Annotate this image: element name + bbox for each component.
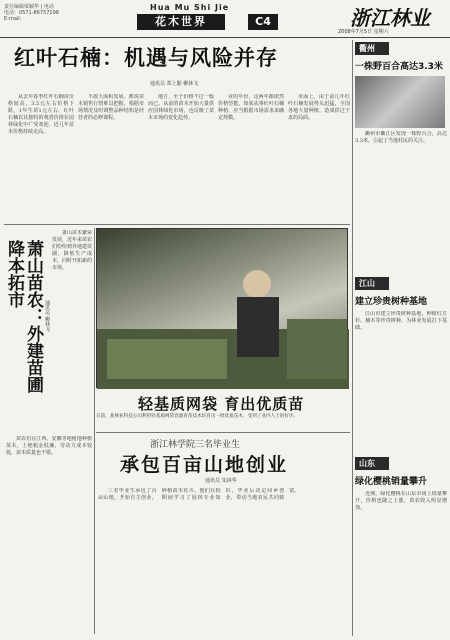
brief-title: 建立珍贵树种基地 (355, 297, 428, 307)
section-title: 花木世界 (137, 14, 225, 30)
region-label: 衢州 (355, 42, 389, 55)
story2-byline: 通讯员 朱林华 (205, 478, 237, 484)
article-text: 江山市建立珍贵树种基地，种植红豆杉、楠木等珍贵树种，为林业发展打下基础。 (355, 311, 447, 331)
right-column (355, 42, 447, 634)
region-label: 山东 (355, 457, 389, 470)
section-pinyin: Hua Mu Shi Jie (150, 3, 230, 12)
article-column (8, 94, 74, 222)
contact-line: E-mail: (4, 16, 22, 22)
photo-headline: 轻基质网袋 育出优质苗 (138, 395, 305, 413)
photo-caption: 日前，某林业科技公司利用轻基质网袋容器育苗技术培育出一批优质苗木，受到了业内人士的好评。 (96, 414, 299, 419)
article-text: 业的年份，这两年都依然价格坚挺。如果从事红叶石楠种植，应当根据市场需求来确定规模。 (218, 94, 284, 121)
page-number: C4 (248, 14, 278, 30)
article-text: 衢州市衢江区发现一株野百合，高达3.3米，引起了当地村民的关注。 (355, 131, 447, 144)
left-story-text (52, 230, 92, 430)
article-text: 苗农们在江西、安徽等地租地种植苗木，土地租金低廉，劳动力成本较低，苗木质量也不错。 (6, 436, 92, 456)
article-text: 三名毕业生承包了百亩山地，开始自主创业，种植苗木花卉。他们在校期间学习了园林专业知识，毕业后决定回乡创业，带动当地农民共同致富。 (98, 488, 300, 501)
seedling-photo (96, 228, 348, 388)
article-text: 从去年春季红叶石楠苗价格较高，3.5元左右价格下跌，1年生苗1元左右。红叶石楠以其独特的观赏价值在园林绿化中广受欢迎，近几年苗木价格持续走高。 (8, 94, 74, 135)
main-headline: 红叶石楠：机遇与风险并存 (14, 46, 278, 70)
left-story-byline: 通讯员 柳林飞 (44, 300, 50, 332)
brief-title: 绿化樱桃销量攀升 (355, 477, 428, 487)
left-story-text (6, 436, 92, 634)
issue-date: 2008年7月5日 星期六 (338, 29, 389, 35)
story2-headline: 承包百亩山地创业 (120, 454, 289, 476)
article-column (288, 94, 350, 222)
left-story-title: 萧山苗农：外建苗圃 降本拓市 (4, 240, 43, 393)
divider (4, 224, 350, 225)
lily-photo (355, 76, 445, 128)
divider (94, 228, 95, 634)
story2-text (98, 488, 348, 634)
divider (96, 432, 350, 433)
contact-info (4, 4, 59, 22)
article-text: 萧山苗木繁荣发展，近年来苗农们纷纷到外地建苗圃，降低生产成本，同时开拓新的市场。 (52, 230, 92, 271)
article-text: 不敢大面积发展。都说苗木销售行情难以把握，根据市场情况及时调整品种结构是经营者的必修课程。 (78, 94, 144, 121)
article-text: 市面上，由于前几年红叶石楠发展势头迅猛，全国各地大量种植，造成供过于求的局面。 (288, 94, 350, 121)
article-text: 地方，至于价格不过一般而已。从前的苗木开始大量供应园林绿化市场，也反映了苗木市场的变化趋势。 (148, 94, 214, 121)
contact-line: 电话：0571-86757198 (4, 10, 59, 16)
brief-text (355, 131, 447, 271)
main-byline: 通讯员 郑上勤 柳林飞 (150, 81, 199, 87)
region-label: 江山 (355, 277, 389, 290)
contact-line: 责任编辑梁颖华 | 电话 (4, 4, 54, 10)
photo-illustration (97, 229, 349, 389)
brief-text (355, 491, 447, 631)
masthead: 浙江林业 (350, 6, 430, 30)
divider (352, 40, 353, 636)
article-text: 近期，绿化樱桃在山东市场上销量攀升，价格也随之上涨，苗农收入明显增加。 (355, 491, 447, 511)
article-column (148, 94, 214, 222)
story2-subtitle: 浙江林学院三名毕业生 (150, 440, 241, 450)
article-column (78, 94, 144, 222)
brief-title: 一株野百合高达3.3米 (355, 62, 443, 72)
brief-text (355, 311, 447, 451)
article-column (218, 94, 284, 222)
